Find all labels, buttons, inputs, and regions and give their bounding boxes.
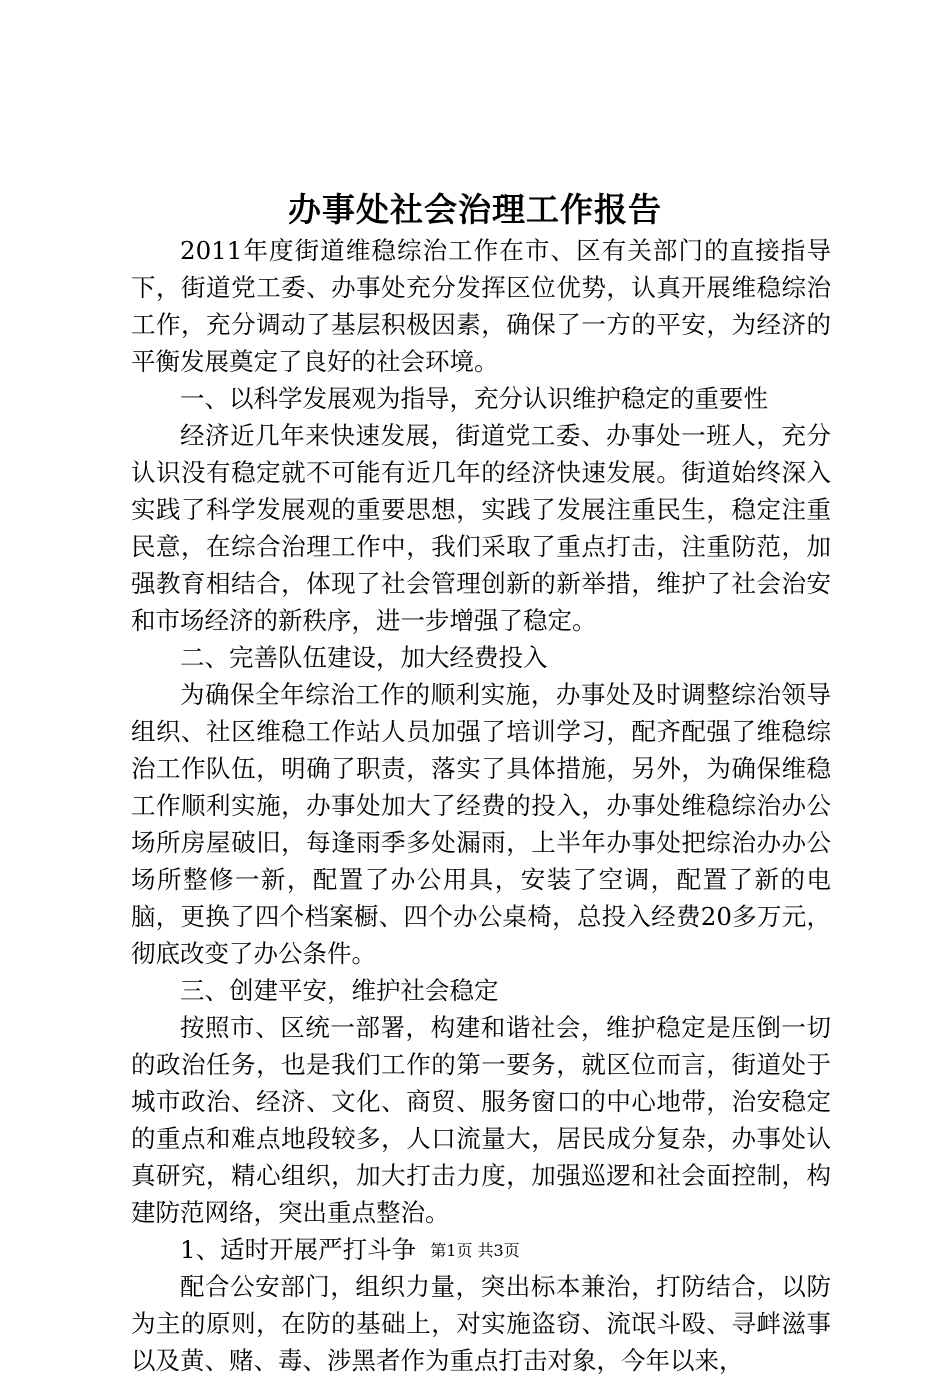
paragraph-subsection-1: 配合公安部门，组织力量，突出标本兼治，打防结合，以防为主的原则，在防的基础上，对实施盗窃、流氓斗殴、寻衅滋事以及黄、赌、毒、涉黑者作为重点打击对象，今年以来，: [131, 1272, 831, 1375]
paragraph-intro: 2011年度街道维稳综治工作在市、区有关部门的直接指导下，街道党工委、办事处充分发挥区位优势，认真开展维稳综治工作，充分调动了基层积极因素，确保了一方的平安，为经济的平衡发展奠定了良好的社会环境。: [131, 236, 831, 376]
section-heading-3: 三、创建平安，维护社会稳定: [180, 976, 499, 1005]
paragraph-section-1: 经济近几年来快速发展，街道党工委、办事处一班人，充分认识没有稳定就不可能有近几年的经济快速发展。街道始终深入实践了科学发展观的重要思想，实践了发展注重民生，稳定注重民意，在综合治理工作中，我们采取了重点打击，注重防范，加强教育相结合，体现了社会管理创新的新举措，维护了社会治安和市场经济的新秩序，进一步增强了稳定。: [131, 421, 831, 635]
paragraph-section-2: 为确保全年综治工作的顺利实施，办事处及时调整综治领导组织、社区维稳工作站人员加强了培训学习，配齐配强了维稳综治工作队伍，明确了职责，落实了具体措施，另外，为确保维稳工作顺利实施，办事处加大了经费的投入，办事处维稳综治办公场所房屋破旧，每逢雨季多处漏雨，上半年办事处把综治办办公场所整修一新，配置了办公用具，安装了空调，配置了新的电脑，更换了四个档案橱、四个办公桌椅，总投入经费20多万元，彻底改变了办公条件。: [131, 680, 831, 968]
paragraph-section-3: 按照市、区统一部署，构建和谐社会，维护稳定是压倒一切的政治任务，也是我们工作的第一要务，就区位而言，街道处于城市政治、经济、文化、商贸、服务窗口的中心地带，治安稳定的重点和难点地段较多，人口流量大，居民成分复杂，办事处认真研究，精心组织，加大打击力度，加强巡逻和社会面控制，构建防范网络，突出重点整治。: [131, 1013, 831, 1227]
document-body: [131, 232, 831, 1379]
subsection-heading-1: 1、适时开展严打斗争: [180, 1235, 417, 1264]
page-number-footer: 第1页 共3页: [430, 1241, 520, 1260]
section-heading-2: 二、完善队伍建设，加大经费投入: [180, 643, 548, 672]
document-title: 办事处社会治理工作报告: [288, 190, 662, 229]
section-heading-1: 一、以科学发展观为指导，充分认识维护稳定的重要性: [180, 384, 768, 413]
